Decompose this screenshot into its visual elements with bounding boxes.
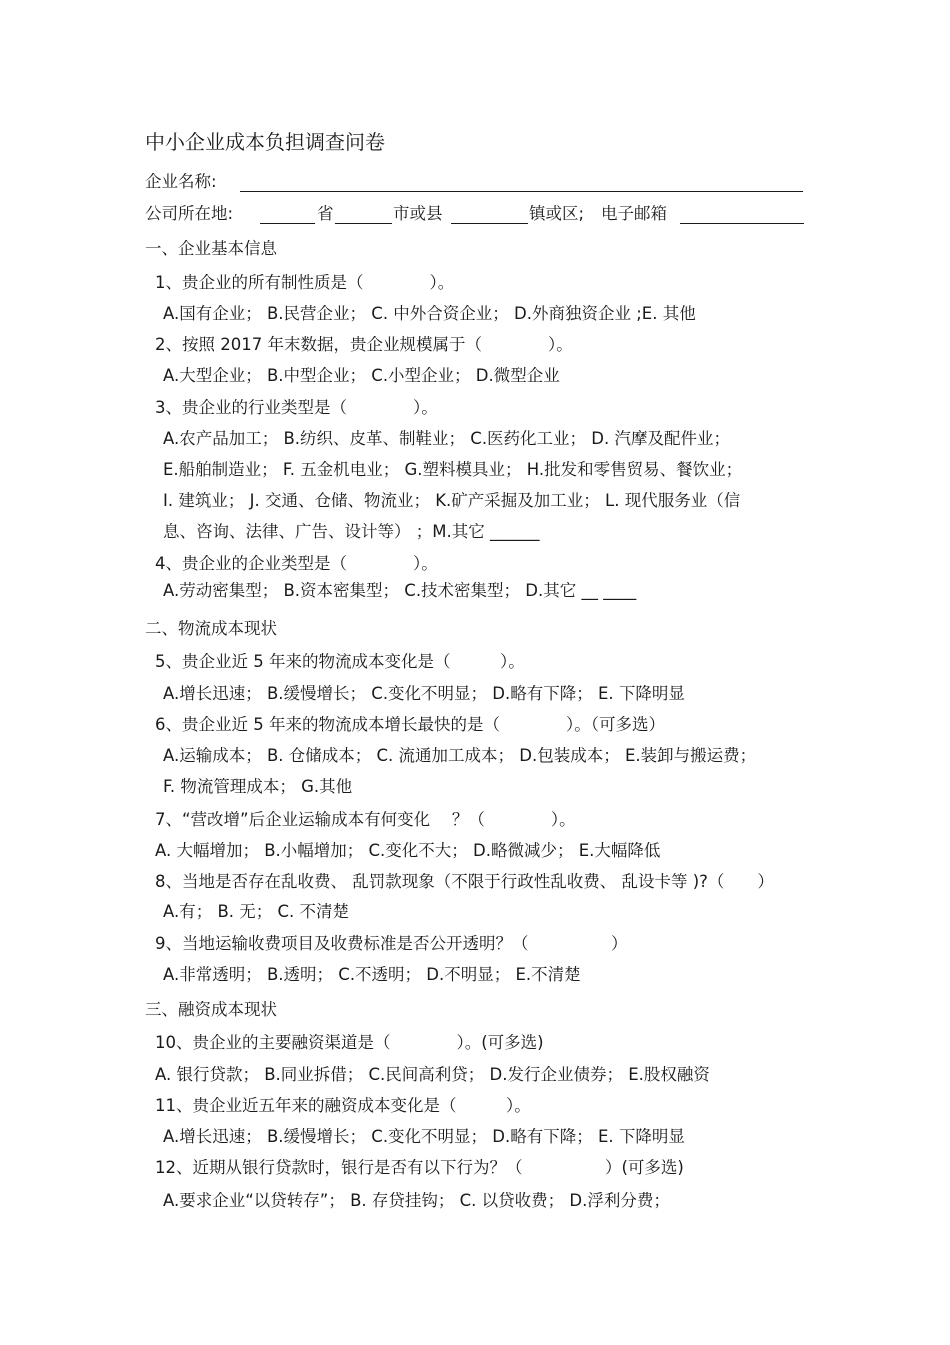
question-6-options-line-2: F. 物流管理成本； G.其他 — [163, 777, 353, 796]
email-blank[interactable] — [680, 223, 804, 224]
town-blank[interactable] — [451, 223, 528, 224]
question-7: 7、“营改增”后企业运输成本有何变化 ？（ ）。 — [155, 810, 576, 829]
question-3-options-line-3: I. 建筑业； J. 交通、仓储、物流业； K.矿产采掘及加工业； L. 现代服务业（信 — [163, 491, 741, 510]
province-blank[interactable] — [260, 223, 315, 224]
question-10-options: A. 银行贷款； B.同业拆借； C.民间高利贷； D.发行企业债券； E.股权融资 — [155, 1065, 710, 1084]
question-7-options: A. 大幅增加； B.小幅增加； C.变化不大； D.略微减少； E.大幅降低 — [155, 841, 661, 860]
section-heading-basic-info: 一、企业基本信息 — [145, 239, 277, 258]
question-3-options-line-1: A.农产品加工； B.纺织、皮革、制鞋业； C.医药化工业； D. 汽摩及配件业； — [163, 429, 731, 448]
question-6-options-line-1: A.运输成本； B. 仓储成本； C. 流通加工成本； D.包装成本； E.装卸与搬运费； — [163, 746, 757, 765]
page-title: 中小企业成本负担调查问卷 — [145, 130, 385, 154]
section-heading-logistics: 二、物流成本现状 — [145, 619, 277, 638]
city-label: 市或县 — [393, 204, 443, 223]
question-3-options-line-4: 息、咨询、法律、广告、设计等） ；M.其它 ______ — [163, 522, 540, 541]
question-4: 4、贵企业的企业类型是（ ）。 — [155, 554, 438, 573]
company-name-label: 企业名称: — [145, 172, 217, 191]
question-2-options: A.大型企业； B.中型企业； C.小型企业； D.微型企业 — [163, 366, 560, 385]
section-heading-financing: 三、融资成本现状 — [145, 1000, 277, 1019]
question-9: 9、当地运输收费项目及收费标准是否公开透明？（ ） — [155, 934, 628, 953]
question-2: 2、按照 2017 年末数据，贵企业规模属于（ ）。 — [155, 335, 573, 354]
question-10: 10、贵企业的主要融资渠道是（ ）。(可多选) — [155, 1033, 544, 1052]
question-6: 6、贵企业近 5 年来的物流成本增长最快的是（ ）。（可多选） — [155, 715, 665, 734]
question-11-options: A.增长迅速； B.缓慢增长； C.变化不明显； D.略有下降； E. 下降明显 — [163, 1127, 685, 1146]
province-label: 省 — [317, 204, 334, 223]
question-3-options-line-2: E.船舶制造业； F. 五金机电业； G.塑料模具业； H.批发和零售贸易、餐饮业； — [163, 460, 743, 479]
email-label: 电子邮箱 — [601, 204, 667, 223]
question-3: 3、贵企业的行业类型是（ ）。 — [155, 398, 438, 417]
question-11: 11、贵企业近五年来的融资成本变化是（ ）。 — [155, 1096, 531, 1115]
company-name-blank[interactable] — [240, 191, 803, 192]
question-12-options: A.要求企业“以贷转存”； B. 存贷挂钩； C. 以贷收费； D.浮利分费； — [163, 1191, 670, 1210]
city-blank[interactable] — [335, 223, 392, 224]
question-1: 1、贵企业的所有制性质是（ ）。 — [155, 273, 455, 292]
location-label: 公司所在地: — [145, 204, 234, 223]
question-8-options: A.有； B. 无； C. 不清楚 — [163, 902, 350, 921]
question-4-options: A.劳动密集型； B.资本密集型； C.技术密集型； D.其它 __ ____ — [163, 581, 637, 600]
question-8: 8、当地是否存在乱收费、 乱罚款现象（不限于行政性乱收费、 乱设卡等 )?（ ） — [155, 872, 774, 891]
question-9-options: A.非常透明； B.透明； C.不透明； D.不明显； E.不清楚 — [163, 965, 581, 984]
question-5: 5、贵企业近 5 年来的物流成本变化是（ ）。 — [155, 652, 525, 671]
question-12: 12、近期从银行贷款时，银行是否有以下行为？（ ）(可多选) — [155, 1158, 684, 1177]
question-5-options: A.增长迅速； B.缓慢增长； C.变化不明显； D.略有下降； E. 下降明显 — [163, 684, 685, 703]
town-label: 镇或区; — [529, 204, 585, 223]
question-1-options: A.国有企业； B.民营企业； C. 中外合资企业； D.外商独资企业 ;E. 其他 — [163, 304, 696, 323]
